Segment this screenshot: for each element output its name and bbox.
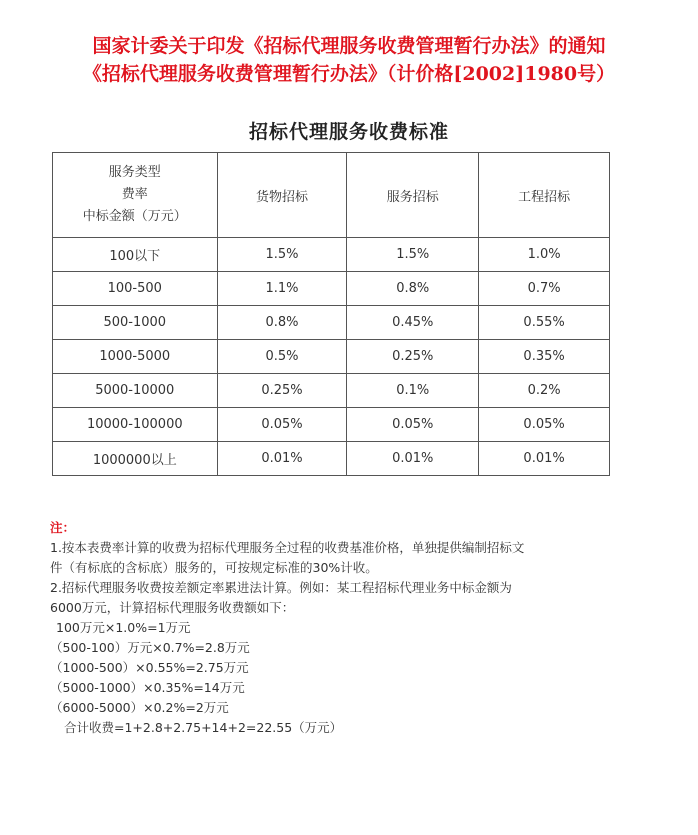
- page-title-line-1: 国家计委关于印发《招标代理服务收费管理暂行办法》的通知: [92, 35, 606, 57]
- cell-goods: 0.25%: [217, 374, 347, 408]
- calc-total: 合计收费=1+2.8+2.75+14+2=22.55（万元）: [64, 720, 343, 735]
- calc-line-5: （6000-5000）×0.2%=2万元: [50, 700, 229, 715]
- cell-service: 0.05%: [347, 408, 479, 442]
- note-1-line-2: 件（有标底的含标底）服务的，可按规定标准的30%计收。: [50, 560, 378, 575]
- corner-service-type: 服务类型: [108, 165, 161, 180]
- cell-service: 0.8%: [347, 272, 479, 306]
- cell-service: 0.25%: [347, 340, 479, 374]
- table-header-row: [53, 153, 610, 238]
- header-goods: 货物招标: [217, 153, 347, 238]
- cell-service: 0.45%: [347, 306, 479, 340]
- cell-goods: 0.5%: [217, 340, 347, 374]
- corner-rate: 费率: [121, 187, 148, 202]
- cell-goods: 0.01%: [217, 442, 347, 476]
- page-title-line-2: 《招标代理服务收费管理暂行办法》（计价格[2002]1980号）: [82, 63, 616, 85]
- cell-range: 5000-10000: [53, 374, 218, 408]
- cell-range: 1000-5000: [53, 340, 218, 374]
- table-row: [53, 374, 610, 408]
- cell-range: 100-500: [53, 272, 218, 306]
- calc-line-1: 100万元×1.0%=1万元: [56, 620, 191, 635]
- table-row: [53, 272, 610, 306]
- table-row: [53, 306, 610, 340]
- notes-label: 注：: [50, 520, 76, 535]
- corner-amount: 中标金额（万元）: [82, 209, 187, 224]
- cell-engineering: 0.2%: [479, 374, 610, 408]
- table-row: [53, 408, 610, 442]
- cell-range: 10000-100000: [53, 408, 218, 442]
- calc-line-4: （5000-1000）×0.35%=14万元: [50, 680, 245, 695]
- cell-goods: 0.05%: [217, 408, 347, 442]
- calc-line-2: （500-100）万元×0.7%=2.8万元: [50, 640, 250, 655]
- cell-range: 500-1000: [53, 306, 218, 340]
- note-2-line-2: 6000万元，计算招标代理服务收费额如下：: [50, 600, 295, 615]
- note-2-line-1: 2.招标代理服务收费按差额定率累进法计算。例如：某工程招标代理业务中标金额为: [50, 580, 512, 595]
- table-title: 招标代理服务收费标准: [248, 121, 449, 143]
- cell-engineering: 0.01%: [479, 442, 610, 476]
- table-row: [53, 238, 610, 272]
- cell-engineering: 0.35%: [479, 340, 610, 374]
- cell-service: 0.1%: [347, 374, 479, 408]
- note-1-line-1: 1.按本表费率计算的收费为招标代理服务全过程的收费基准价格，单独提供编制招标文: [50, 540, 525, 555]
- calc-line-3: （1000-500）×0.55%=2.75万元: [50, 660, 249, 675]
- cell-service: 1.5%: [347, 238, 479, 272]
- cell-goods: 1.1%: [217, 272, 347, 306]
- cell-engineering: 0.7%: [479, 272, 610, 306]
- header-service: 服务招标: [347, 153, 479, 238]
- cell-engineering: 1.0%: [479, 238, 610, 272]
- cell-engineering: 0.55%: [479, 306, 610, 340]
- header-corner-cell: [53, 153, 218, 238]
- cell-range: 100以下: [53, 238, 218, 272]
- table-row: [53, 340, 610, 374]
- header-engineering: 工程招标: [479, 153, 610, 238]
- cell-engineering: 0.05%: [479, 408, 610, 442]
- notes-section: [50, 518, 620, 738]
- table-row: [53, 442, 610, 476]
- cell-goods: 0.8%: [217, 306, 347, 340]
- cell-goods: 1.5%: [217, 238, 347, 272]
- cell-range: 1000000以上: [53, 442, 218, 476]
- cell-service: 0.01%: [347, 442, 479, 476]
- fee-table: [52, 152, 610, 476]
